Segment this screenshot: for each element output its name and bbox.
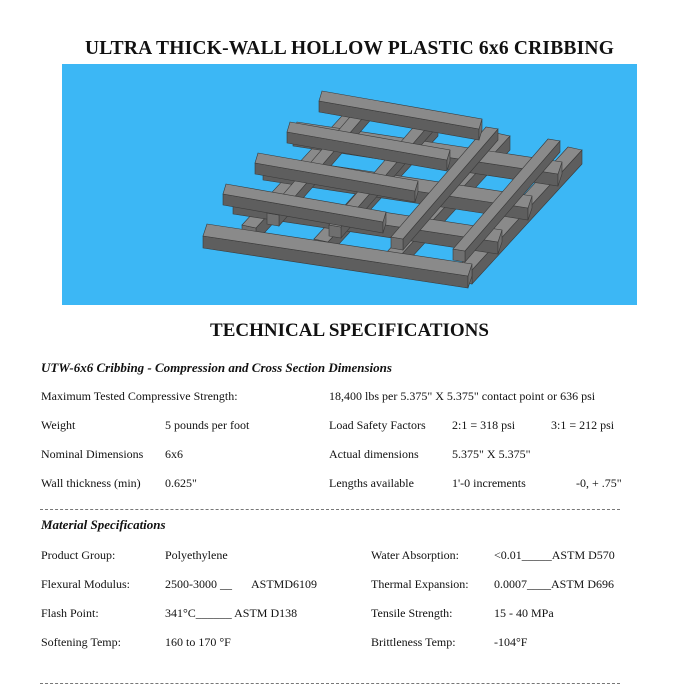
lengths-available-label: Lengths available (329, 476, 414, 490)
product-group-value: Polyethylene (165, 548, 228, 562)
load-safety-3to1: 3:1 = 212 psi (551, 418, 615, 432)
lengths-available-value: 1'-0 increments (452, 476, 526, 490)
document-title: ULTRA THICK-WALL HOLLOW PLASTIC 6x6 CRIBBING (84, 38, 615, 59)
cribbing-image (62, 64, 637, 305)
max-strength-value: 18,400 lbs per 5.375" X 5.375" contact point or 636 psi (329, 389, 596, 403)
wall-thickness-value: 0.625" (165, 476, 197, 490)
section-material-title: Material Specifications (41, 517, 166, 532)
length-tolerance-value: -0, + .75" (576, 476, 622, 490)
actual-dimensions-label: Actual dimensions (329, 447, 419, 461)
wall-thickness-label: Wall thickness (min) (41, 476, 141, 490)
brittleness-temp-value: -104°F (494, 635, 528, 649)
flexural-modulus-label: Flexural Modulus: (41, 577, 130, 591)
section-divider (40, 509, 620, 510)
tensile-strength-label: Tensile Strength: (371, 606, 453, 620)
softening-temp-value: 160 to 170 °F (165, 635, 231, 649)
water-absorption-value: <0.01_____ASTM D570 (494, 548, 615, 562)
section-compression-title: UTW-6x6 Cribbing - Compression and Cross Section Dimensions (41, 360, 392, 375)
actual-dimensions-value: 5.375" X 5.375" (452, 447, 531, 461)
brittleness-temp-label: Brittleness Temp: (371, 635, 456, 649)
load-safety-label: Load Safety Factors (329, 418, 426, 432)
flash-point-label: Flash Point: (41, 606, 99, 620)
max-strength-label: Maximum Tested Compressive Strength: (41, 389, 238, 403)
technical-specifications-heading: TECHNICAL SPECIFICATIONS (210, 320, 489, 341)
thermal-expansion-label: Thermal Expansion: (371, 577, 469, 591)
tensile-strength-value: 15 - 40 MPa (494, 606, 554, 620)
thermal-expansion-value: 0.0007____ASTM D696 (494, 577, 615, 591)
product-group-label: Product Group: (41, 548, 116, 562)
water-absorption-label: Water Absorption: (371, 548, 460, 562)
weight-label: Weight (41, 418, 76, 432)
cribbing-illustration (62, 64, 637, 305)
flexural-modulus-standard: ASTMD6109 (251, 577, 318, 591)
nominal-dimensions-value: 6x6 (165, 447, 183, 461)
load-safety-2to1: 2:1 = 318 psi (452, 418, 516, 432)
weight-value: 5 pounds per foot (165, 418, 250, 432)
flexural-modulus-value: 2500-3000 __ (165, 577, 232, 591)
flash-point-value: 341°C______ ASTM D138 (165, 606, 298, 620)
nominal-dimensions-label: Nominal Dimensions (41, 447, 144, 461)
softening-temp-label: Softening Temp: (41, 635, 121, 649)
bottom-divider (40, 683, 620, 684)
